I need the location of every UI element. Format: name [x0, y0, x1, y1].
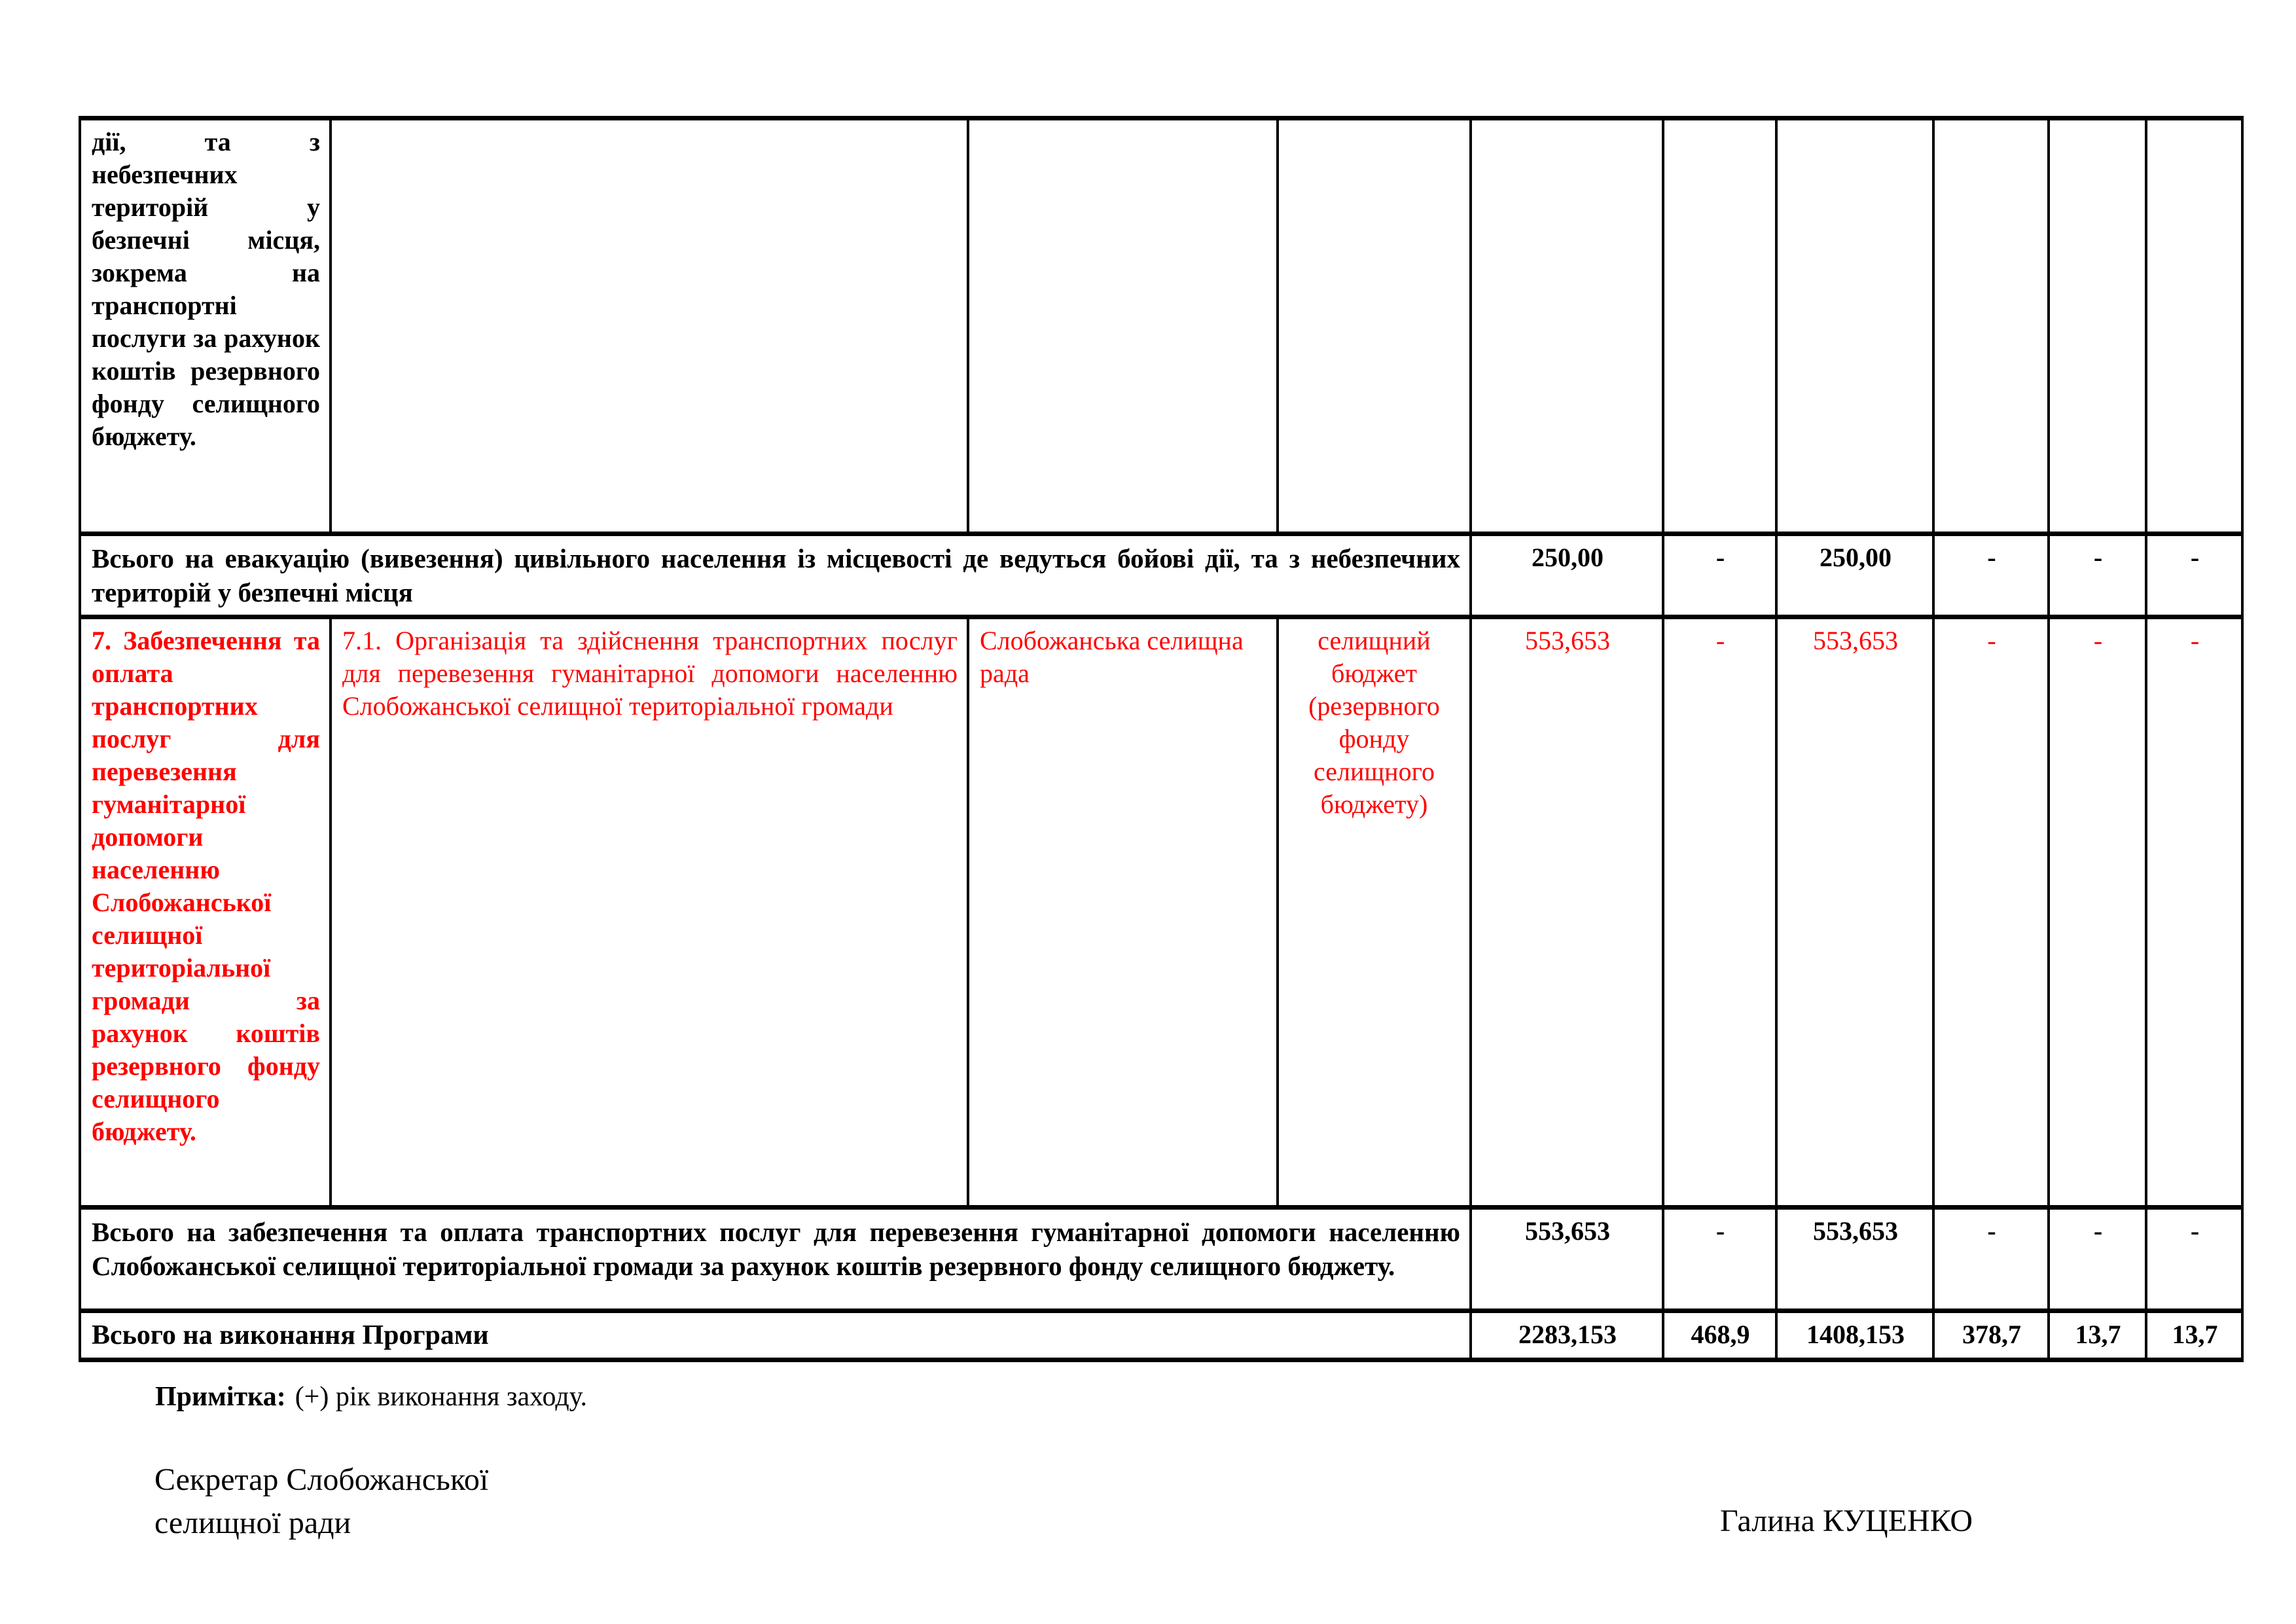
evacuation-total-value-cell: - — [2146, 534, 2242, 617]
table-row-program-total — [80, 1311, 2242, 1360]
signature-position-line1: Секретар Слобожанської — [154, 1462, 489, 1497]
evacuation-total-value-cell: 250,00 — [1776, 534, 1933, 617]
empty-cell — [331, 118, 968, 534]
footnote-text: (+) рік виконання заходу. — [295, 1382, 587, 1412]
measure-continuation-cell: дії, та з небезпечних територій у безпечні місця, зокрема на транспортні послуги за рахунок коштів резервного фонду селищного бюджету. — [80, 118, 331, 534]
empty-cell — [2049, 118, 2146, 534]
evacuation-total-value-cell: 250,00 — [1471, 534, 1663, 617]
empty-cell — [1663, 118, 1776, 534]
measure7-name-cell: 7. Забезпечення та оплата транспортних послуг для перевезення гуманітарної допомоги населенню Слобожанської селищної територіальної громади за рахунок коштів резервного фонду селищного бюджету. — [80, 617, 331, 1208]
empty-cell — [1776, 118, 1933, 534]
transport-total-value-cell: - — [1663, 1208, 1776, 1311]
program-total-label: Всього на виконання Програми — [80, 1311, 1471, 1360]
table-row-measure7 — [80, 617, 2242, 1208]
measure7-value-cell: 553,653 — [1471, 617, 1663, 1208]
empty-cell — [1933, 118, 2049, 534]
transport-total-value-cell: - — [2146, 1208, 2242, 1311]
transport-total-value-cell: 553,653 — [1776, 1208, 1933, 1311]
transport-total-value-cell: 553,653 — [1471, 1208, 1663, 1311]
empty-cell — [2146, 118, 2242, 534]
signature-position-line2: селищної ради — [154, 1506, 351, 1540]
evacuation-total-value-cell: - — [1933, 534, 2049, 617]
measure7-value-cell: - — [1663, 617, 1776, 1208]
footnote — [155, 1380, 587, 1414]
program-total-value-cell: 378,7 — [1933, 1311, 2049, 1360]
program-total-value-cell: 1408,153 — [1776, 1311, 1933, 1360]
measure7-value-cell: - — [1933, 617, 2049, 1208]
footnote-label: Примітка: — [155, 1382, 286, 1412]
program-total-value-cell: 13,7 — [2146, 1311, 2242, 1360]
measure7-executor-cell: Слобожанська селищна рада — [968, 617, 1278, 1208]
measure7-submeasure-cell: 7.1. Організація та здійснення транспортних послуг для перевезення гуманітарної допомоги населенню Слобожанської селищної територіальної громади — [331, 617, 968, 1208]
transport-total-value-cell: - — [2049, 1208, 2146, 1311]
program-total-value-cell: 2283,153 — [1471, 1311, 1663, 1360]
signer-name: Галина КУЦЕНКО — [1720, 1504, 1973, 1538]
measure7-funding-source-cell: селищний бюджет (резервного фонду селищного бюджету) — [1278, 617, 1471, 1208]
evacuation-total-value-cell: - — [2049, 534, 2146, 617]
measure7-value-cell: 553,653 — [1776, 617, 1933, 1208]
table-row-transport-total — [80, 1208, 2242, 1311]
evacuation-total-value-cell: - — [1663, 534, 1776, 617]
measure7-value-cell: - — [2146, 617, 2242, 1208]
empty-cell — [1278, 118, 1471, 534]
signature-position — [154, 1458, 488, 1545]
measure7-value-cell: - — [2049, 617, 2146, 1208]
empty-cell — [968, 118, 1278, 534]
empty-cell — [1471, 118, 1663, 534]
program-measures-table — [79, 116, 2244, 1362]
program-total-value-cell: 468,9 — [1663, 1311, 1776, 1360]
transport-total-value-cell: - — [1933, 1208, 2049, 1311]
table-row-evacuation-total — [80, 534, 2242, 617]
program-total-value-cell: 13,7 — [2049, 1311, 2146, 1360]
evacuation-total-label: Всього на евакуацію (вивезення) цивільного населення із місцевості де ведуться бойові дії, та з небезпечних територій у безпечні місця — [80, 534, 1471, 617]
transport-total-label: Всього на забезпечення та оплата транспортних послуг для перевезення гуманітарної допомоги населенню Слобожанської селищної територіальної громади за рахунок коштів резервного фонду селищного бюджету. — [80, 1208, 1471, 1311]
table-row-measure6-continuation — [80, 118, 2242, 534]
